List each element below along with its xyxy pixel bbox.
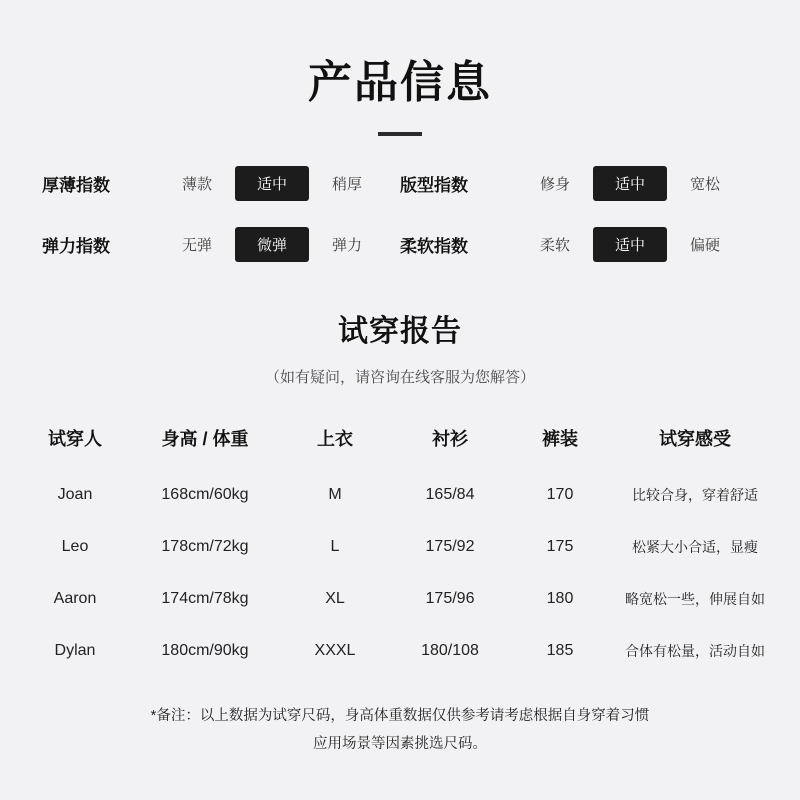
cell-shirt: 180/108: [421, 642, 479, 659]
column-header-pants: 裤装: [542, 429, 578, 449]
index-option-elasticity-0[interactable]: 无弹: [181, 237, 212, 254]
cell-feeling: 比较合身，穿着舒适: [632, 487, 758, 503]
cell-feeling: 合体有松量，活动自如: [625, 643, 765, 659]
table-row: [20, 573, 780, 625]
index-option-thickness-2[interactable]: 稍厚: [331, 176, 362, 193]
cell-pants: 175: [546, 538, 574, 555]
index-label-elasticity: 弹力指数: [42, 237, 110, 256]
cell-height-weight: 178cm/72kg: [161, 538, 249, 555]
index-label-fit: 版型指数: [400, 176, 468, 195]
column-header-feeling: 试穿感受: [659, 429, 731, 449]
cell-pants: 180: [546, 590, 574, 607]
table-header: [20, 415, 780, 469]
cell-top: L: [330, 538, 340, 555]
cell-top: XXXL: [314, 642, 356, 659]
cell-pants: 170: [546, 486, 574, 503]
column-header-height-weight: 身高 / 体重: [161, 429, 249, 449]
table-header-row: [20, 415, 780, 469]
cell-person: Aaron: [53, 590, 97, 607]
footnote-line-1: *备注：以上数据为试穿尺码，身高体重数据仅供参考请考虑根据自身穿着习惯: [150, 708, 650, 724]
column-header-person: 试穿人: [48, 429, 102, 449]
cell-top: XL: [325, 590, 345, 607]
report-title: 试穿报告: [338, 315, 462, 348]
cell-height-weight: 174cm/78kg: [161, 590, 249, 607]
index-grid: [0, 166, 800, 262]
table-row: [20, 469, 780, 521]
cell-feeling: 略宽松一些，伸展自如: [625, 591, 765, 607]
column-header-shirt: 衬衫: [432, 429, 468, 449]
footnote: [0, 703, 800, 758]
cell-shirt: 165/84: [425, 486, 475, 503]
index-option-fit-2[interactable]: 宽松: [689, 176, 720, 193]
index-row-fit: [400, 166, 758, 201]
cell-height-weight: 180cm/90kg: [161, 642, 249, 659]
index-option-thickness-1[interactable]: 适中: [235, 166, 309, 201]
index-option-thickness-0[interactable]: 薄款: [181, 176, 212, 193]
index-options-thickness: [160, 166, 400, 201]
cell-height-weight: 168cm/60kg: [161, 486, 249, 503]
cell-person: Leo: [61, 538, 89, 555]
cell-person: Dylan: [54, 642, 96, 659]
index-options-fit: [518, 166, 758, 201]
index-row-elasticity: [42, 227, 400, 262]
table-row: [20, 521, 780, 573]
table-body: [20, 469, 780, 677]
title-divider: [378, 132, 422, 136]
index-label-thickness: 厚薄指数: [42, 176, 110, 195]
index-option-fit-0[interactable]: 修身: [539, 176, 570, 193]
page-title: 产品信息: [308, 58, 492, 107]
cell-shirt: 175/92: [425, 538, 475, 555]
cell-feeling: 松紧大小合适，显瘦: [632, 539, 758, 555]
cell-shirt: 175/96: [425, 590, 475, 607]
cell-top: M: [328, 486, 342, 503]
index-option-softness-1[interactable]: 适中: [593, 227, 667, 262]
table-row: [20, 625, 780, 677]
report-subtitle: （如有疑问，请咨询在线客服为您解答）: [264, 369, 535, 386]
index-row-softness: [400, 227, 758, 262]
index-option-softness-0[interactable]: 柔软: [539, 237, 570, 254]
index-option-elasticity-2[interactable]: 弹力: [331, 237, 362, 254]
fit-report-table: [20, 415, 780, 677]
cell-pants: 185: [546, 642, 574, 659]
footnote-line-2: 应用场景等因素挑选尺码。: [313, 735, 487, 752]
index-option-fit-1[interactable]: 适中: [593, 166, 667, 201]
index-options-elasticity: [160, 227, 400, 262]
index-label-softness: 柔软指数: [400, 237, 468, 256]
column-header-top: 上衣: [317, 429, 353, 449]
cell-person: Joan: [57, 486, 93, 503]
index-option-elasticity-1[interactable]: 微弹: [235, 227, 309, 262]
index-row-thickness: [42, 166, 400, 201]
index-option-softness-2[interactable]: 偏硬: [689, 237, 720, 254]
index-options-softness: [518, 227, 758, 262]
